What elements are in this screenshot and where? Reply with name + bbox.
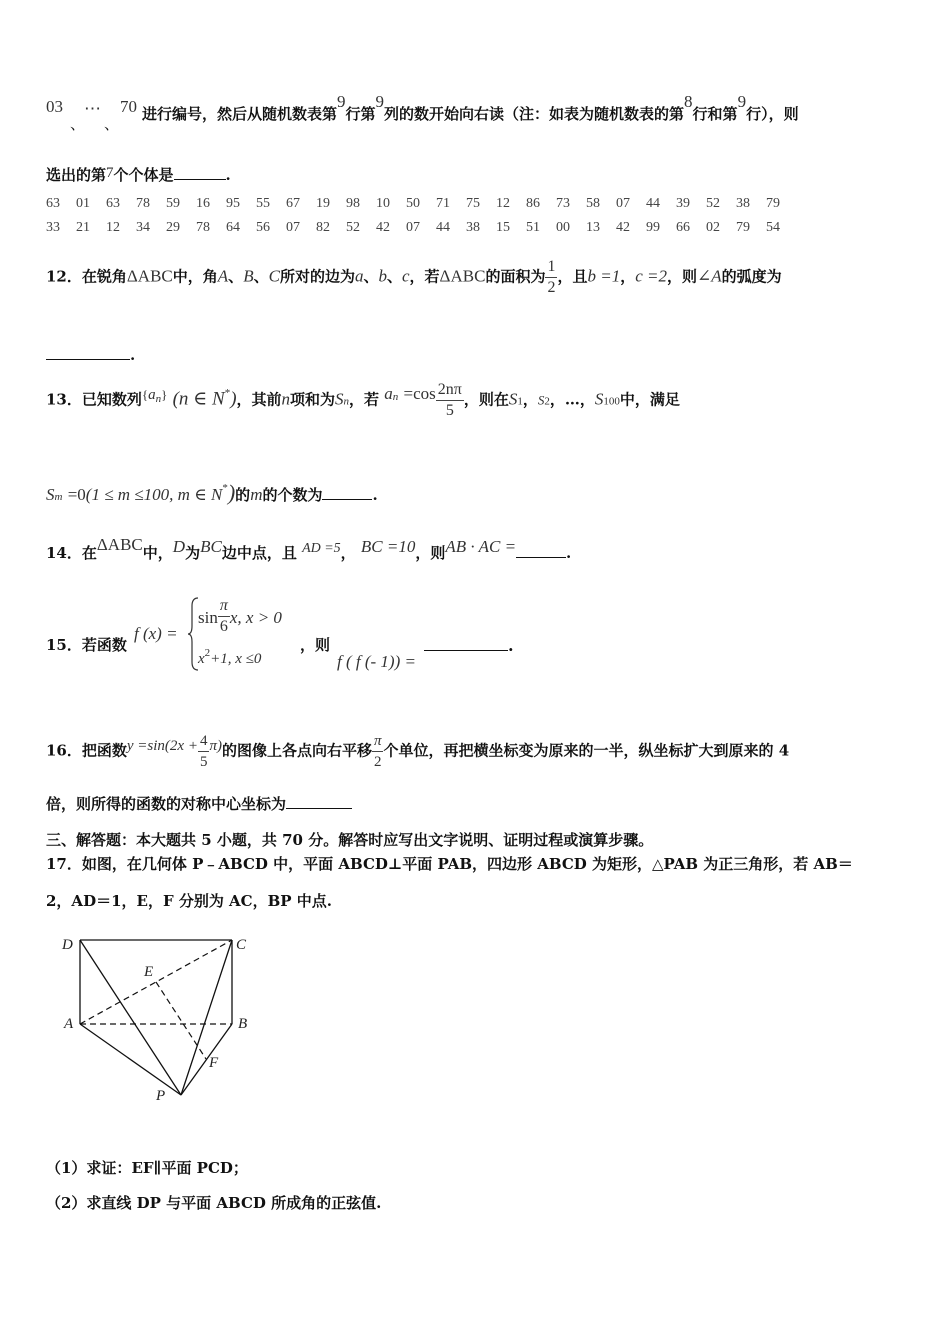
q17-line2: 2，AD＝1，E，F 分别为 AC，BP 中点. bbox=[46, 892, 333, 910]
q15-line: 15．若函数 bbox=[46, 636, 127, 654]
label-P: P bbox=[156, 1088, 166, 1104]
q14-line: 14．在ΔABC中，D为BC边中点，且 AD =5， BC =10，则AB · AC = . bbox=[46, 535, 572, 562]
random-number-cell: 01 bbox=[76, 196, 90, 211]
edge-BP bbox=[181, 1024, 232, 1095]
random-number-cell: 75 bbox=[466, 196, 480, 211]
answer-blank bbox=[174, 167, 226, 180]
random-number-cell: 16 bbox=[196, 196, 210, 211]
random-number-cell: 34 bbox=[136, 220, 150, 235]
random-number-cell: 10 bbox=[376, 196, 390, 211]
random-number-cell: 95 bbox=[226, 196, 240, 211]
label-B: B bbox=[238, 1016, 248, 1032]
q15-ffx: f ( f (- 1)) = bbox=[337, 652, 416, 671]
random-number-cell: 52 bbox=[706, 196, 720, 211]
section-3-heading: 三、解答题：本大题共 5 小题，共 70 分。解答时应写出文字说明、证明过程或演算步骤。 bbox=[46, 831, 654, 849]
random-number-cell: 56 bbox=[256, 220, 270, 235]
q17-line1: 17．如图，在几何体 P﹣ABCD 中，平面 ABCD⊥平面 PAB，四边形 ABCD 为矩形，△PAB 为正三角形，若 AB＝ bbox=[46, 855, 853, 873]
random-number-cell: 21 bbox=[76, 220, 90, 235]
random-number-cell: 71 bbox=[436, 196, 450, 211]
random-number-cell: 07 bbox=[616, 196, 630, 211]
label-A: A bbox=[64, 1016, 74, 1032]
label-D: D bbox=[62, 937, 73, 953]
q17-part1: （1）求证：EF∥平面 PCD； bbox=[46, 1159, 248, 1177]
answer-blank bbox=[424, 638, 508, 651]
fraction-half: $\frac{1}{2}$ bbox=[547, 258, 556, 296]
q15-blank: . bbox=[424, 636, 514, 655]
q11-line1: 03 、 ⋯ 、 70 进行编号，然后从随机数表第9行第9列的数开始向右读（注：如表为随机数表的第8行和第9行），则 bbox=[46, 92, 799, 133]
random-number-cell: 86 bbox=[526, 196, 540, 211]
answer-blank bbox=[516, 545, 566, 558]
random-number-cell: 78 bbox=[136, 196, 150, 211]
q16-line2: 倍，则所得的函数的对称中心坐标为 bbox=[46, 793, 352, 814]
answer-blank bbox=[46, 347, 130, 360]
q15-case1: sin $\frac{\pi}{6}$ x, x > 0 bbox=[198, 597, 282, 635]
random-number-cell: 42 bbox=[376, 220, 390, 235]
answer-blank bbox=[286, 796, 352, 809]
random-number-cell: 63 bbox=[46, 196, 60, 211]
label-C: C bbox=[236, 937, 247, 953]
random-number-cell: 19 bbox=[316, 196, 330, 211]
q15-case2: $x^2+1$, x ≤0 bbox=[198, 647, 262, 667]
label-F: F bbox=[209, 1055, 219, 1071]
random-number-cell: 55 bbox=[256, 196, 270, 211]
random-number-cell: 38 bbox=[736, 196, 750, 211]
random-number-cell: 13 bbox=[586, 220, 600, 235]
random-number-cell: 51 bbox=[526, 220, 540, 235]
q13-line1: 13．已知数列$\{a^n\}$ (n ∈ N*)，其前n项和为Sn，若 $a^n =\cos$ $\frac{2n\pi}{5}$ ，则在S1，S2，…，S100中，满足 bbox=[46, 381, 680, 419]
edge-CP bbox=[181, 940, 232, 1095]
label-E: E bbox=[144, 964, 154, 980]
edge-DP bbox=[80, 940, 181, 1095]
random-number-cell: 15 bbox=[496, 220, 510, 235]
random-number-cell: 33 bbox=[46, 220, 60, 235]
q11-number-range: 03 、 ⋯ 、 70 bbox=[46, 97, 137, 133]
q17-part2: （2）求直线 DP 与平面 ABCD 所成角的正弦值. bbox=[46, 1194, 382, 1212]
fraction-pi-6: $\frac{\pi}{6}$ bbox=[219, 597, 228, 635]
random-number-cell: 39 bbox=[676, 196, 690, 211]
edge-AP bbox=[80, 1024, 181, 1095]
random-number-cell: 07 bbox=[286, 220, 300, 235]
random-number-cell: 07 bbox=[406, 220, 420, 235]
fraction-pi-2: $\frac{\pi}{2}$ bbox=[373, 733, 382, 770]
brace-path bbox=[188, 598, 198, 670]
random-number-cell: 66 bbox=[676, 220, 690, 235]
random-number-cell: 63 bbox=[106, 196, 120, 211]
random-number-cell: 54 bbox=[766, 220, 780, 235]
fraction-4-5: $\frac{4}{5}$ bbox=[199, 733, 208, 770]
q15-fx: f (x) = bbox=[134, 624, 178, 643]
random-number-cell: 64 bbox=[226, 220, 240, 235]
q12-line1: 12．在锐角ΔABC中，角A、B、C所对的边为a、b、c，若ΔABC的面积为 $\frac{1}{2}$ ，且b =1，c =2，则∠A的弧度为 bbox=[46, 258, 782, 296]
random-table-row-8 bbox=[46, 196, 796, 212]
q15-then: ，则 bbox=[300, 636, 331, 654]
random-number-cell: 58 bbox=[586, 196, 600, 211]
random-number-cell: 59 bbox=[166, 196, 180, 211]
q13-line2: Sm =0(1 ≤ m ≤100, m ∈ N*)的m的个数为 . bbox=[46, 480, 378, 505]
random-number-cell: 79 bbox=[766, 196, 780, 211]
random-number-cell: 44 bbox=[646, 196, 660, 211]
random-number-cell: 78 bbox=[196, 220, 210, 235]
random-number-cell: 82 bbox=[316, 220, 330, 235]
q16-line1: 16．把函数y =sin(2x + $\frac{4}{5}$ π)的图像上各点向右平移 $\frac{\pi}{2}$ 个单位，再把横坐标变为原来的一半，纵坐标扩大到原来的 4 bbox=[46, 733, 790, 770]
random-number-cell: 44 bbox=[436, 220, 450, 235]
random-number-cell: 99 bbox=[646, 220, 660, 235]
random-number-cell: 67 bbox=[286, 196, 300, 211]
random-number-cell: 00 bbox=[556, 220, 570, 235]
random-table-row-9 bbox=[46, 220, 796, 236]
random-number-cell: 02 bbox=[706, 220, 720, 235]
segment-EF-hidden bbox=[156, 982, 206, 1059]
random-number-cell: 12 bbox=[496, 196, 510, 211]
random-number-cell: 29 bbox=[166, 220, 180, 235]
random-number-cell: 42 bbox=[616, 220, 630, 235]
random-number-cell: 98 bbox=[346, 196, 360, 211]
random-number-cell: 79 bbox=[736, 220, 750, 235]
answer-blank bbox=[322, 487, 372, 500]
q12-line2: . bbox=[46, 346, 135, 364]
random-number-cell: 73 bbox=[556, 196, 570, 211]
random-number-cell: 52 bbox=[346, 220, 360, 235]
random-number-cell: 12 bbox=[106, 220, 120, 235]
q11-line2: 选出的第7个个体是 . bbox=[46, 165, 231, 184]
geometry-figure bbox=[56, 930, 266, 1110]
random-number-cell: 50 bbox=[406, 196, 420, 211]
fraction-2npi-5: $\frac{2n\pi}{5}$ bbox=[437, 381, 462, 419]
random-number-cell: 38 bbox=[466, 220, 480, 235]
